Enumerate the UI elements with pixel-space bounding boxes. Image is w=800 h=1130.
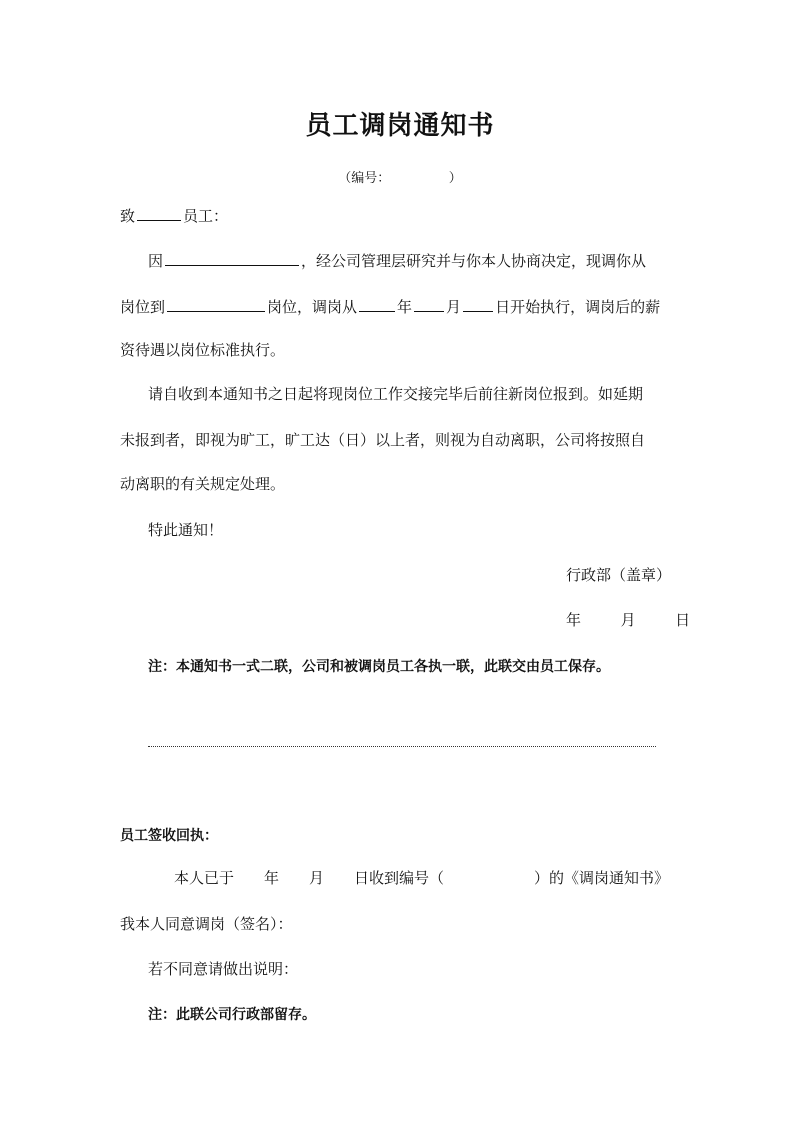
p1-text: ，经公司管理层研究并与你本人协商决定，现调你从 <box>301 252 647 270</box>
paragraph-4-line-1: 请自收到本通知书之日起将现岗位工作交接完毕后前往新岗位报到。如延期 <box>148 385 644 403</box>
reason-blank <box>165 249 299 266</box>
p2-tail: 日开始执行，调岗后的薪 <box>495 298 661 316</box>
year-blank <box>359 295 395 312</box>
document-number: （编号： ） <box>338 171 462 186</box>
p1-prefix: 因 <box>148 252 164 270</box>
date-year: 年 <box>566 611 582 629</box>
closing-line: 特此通知！ <box>148 521 224 539</box>
p2-text: 岗位，调岗从 <box>267 298 358 316</box>
receipt-heading: 员工签收回执： <box>120 828 218 844</box>
p2-prefix: 岗位到 <box>120 298 166 316</box>
cut-line-divider <box>148 746 656 747</box>
paragraph-4-line-3: 动离职的有关规定处理。 <box>120 475 286 493</box>
day-blank <box>463 295 493 312</box>
paragraph-3-line: 资待遇以岗位标准执行。 <box>120 341 286 359</box>
document-title: 员工调岗通知书 <box>305 111 495 141</box>
receipt-note: 注：此联公司行政部留存。 <box>148 1007 316 1023</box>
p2-month: 月 <box>446 298 462 316</box>
paragraph-4-line-2: 未报到者，即视为旷工，旷工达（日）以上者，则视为自动离职，公司将按照自 <box>120 431 646 449</box>
receipt-line-3: 若不同意请做出说明： <box>148 960 299 978</box>
issue-date-line <box>566 610 690 630</box>
greeting-prefix: 致 <box>120 207 136 225</box>
paragraph-1-line <box>148 249 646 271</box>
employee-name-blank <box>137 204 181 221</box>
date-month: 月 <box>620 611 636 629</box>
department-seal-line: 行政部（盖章） <box>566 566 672 584</box>
greeting-line <box>120 204 228 226</box>
notice-note: 注：本通知书一式二联，公司和被调岗员工各执一联，此联交由员工保存。 <box>148 659 610 675</box>
date-day: 日 <box>675 611 691 629</box>
new-position-blank <box>167 295 265 312</box>
receipt-line-2: 我本人同意调岗（签名）： <box>120 915 293 933</box>
p2-year: 年 <box>397 298 413 316</box>
receipt-line-1: 本人已于 年 月 日收到编号（ ）的《调岗通知书》 <box>174 869 670 887</box>
greeting-suffix: 员工： <box>183 207 229 225</box>
month-blank <box>414 295 444 312</box>
paragraph-2-line <box>120 295 660 317</box>
